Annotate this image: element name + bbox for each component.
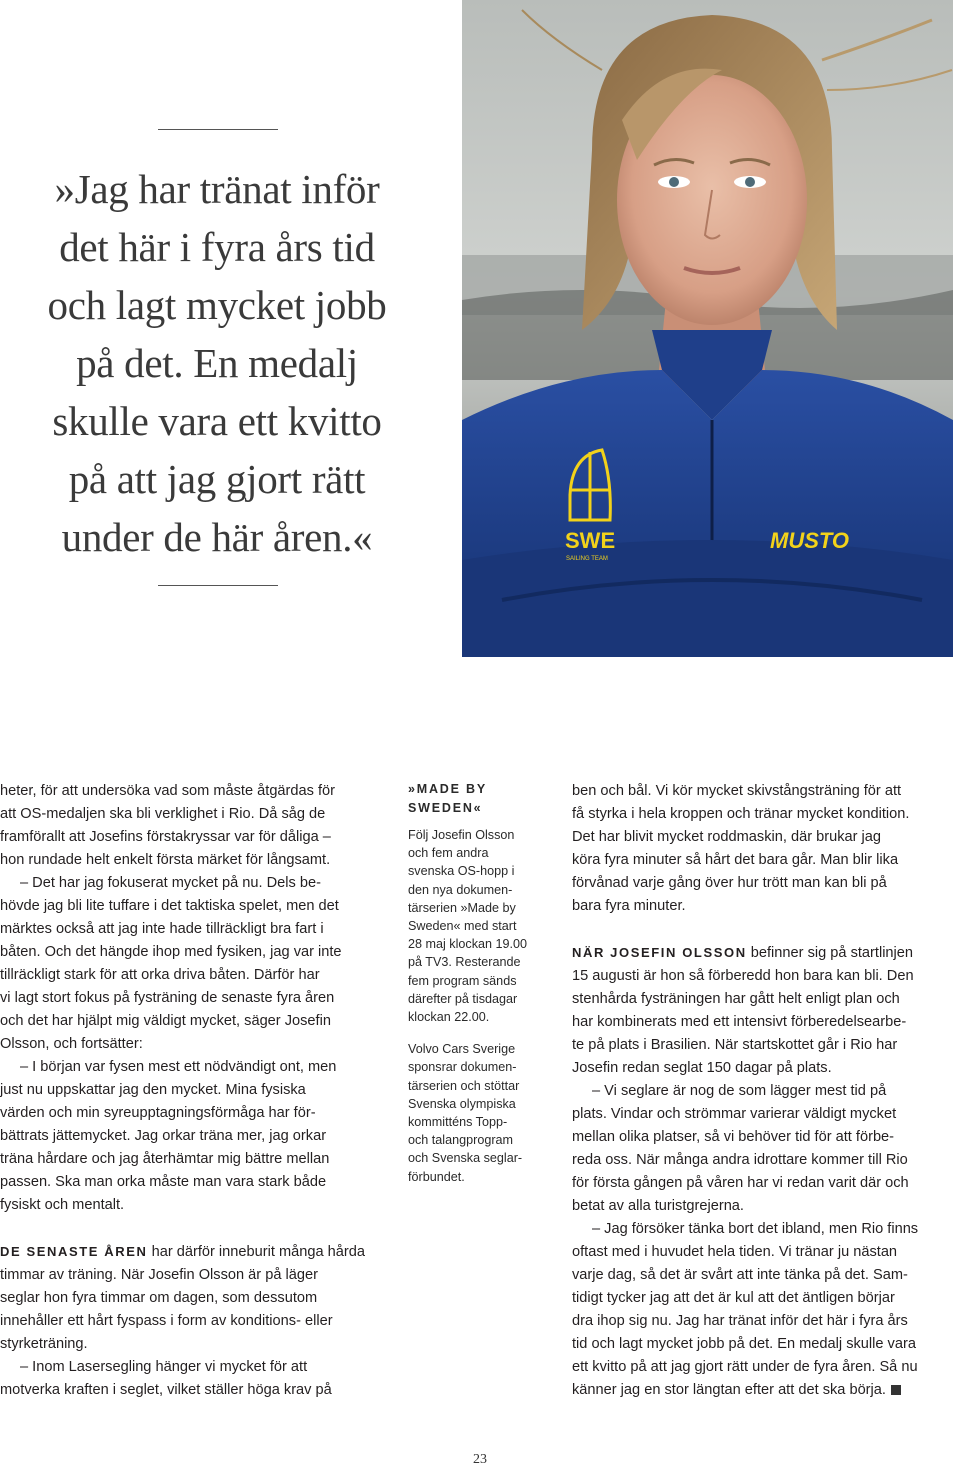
jacket-logo-subtext: SAILING TEAM [566, 556, 608, 562]
text-line: innehåller ett hårt fyspass i form av konditions- eller [0, 1313, 333, 1329]
sidebar-line: den nya dokumen- [408, 882, 513, 897]
pull-quote-line: det här i fyra års tid [59, 224, 375, 270]
text-line: förvånad varje gång över hur trött man kan bli på [572, 875, 887, 891]
text-line: för första gången på våren har vi redan varit där och [572, 1175, 909, 1191]
pull-quote-line: under de här åren.« [61, 514, 373, 560]
text-line: märktes också att jag inte hade tillräckligt bra fart i [0, 921, 324, 937]
pull-quote-line: på att jag gjort rätt [68, 456, 366, 502]
text-line: tid och lagt mycket jobb på det. En medalj skulle vara [572, 1336, 916, 1352]
text-line: bättrats jättemycket. Jag orkar träna mer, jag orkar [0, 1128, 327, 1144]
sidebar-line: därefter på tisdagar [408, 991, 518, 1006]
end-mark-square-icon [891, 1385, 901, 1395]
text-line: – Det har jag fokuserat mycket på nu. Dels be- [20, 875, 321, 891]
text-line: 15 augusti är hon så förberedd hon bara kan bli. Den [572, 968, 914, 984]
sidebar-line: Svenska olympiska [408, 1096, 516, 1111]
pull-quote-top-rule [158, 129, 278, 130]
sidebar-line: svenska OS-hopp i [408, 864, 515, 879]
sidebar-paragraph [408, 826, 558, 1026]
jacket-logo-text: SWE [565, 528, 616, 553]
text-line: stenhårda fysträningen har gått helt enligt plan och [572, 991, 900, 1007]
text-line: Det har blivit mycket roddmaskin, där brukar jag [572, 829, 882, 845]
section-lead-in: NÄR JOSEFIN OLSSON [572, 945, 747, 960]
text-line: hövde jag bli lite tuffare i det taktiska spelet, men det [0, 898, 339, 914]
text-line: framförallt att Josefins förstakryssar var för dåliga – [0, 829, 331, 845]
text-line: betat av alla turistgrejerna. [572, 1198, 744, 1214]
text-line: Olsson, och fortsätter: [0, 1036, 143, 1052]
section-first-line: har därför inneburit många hårda [147, 1244, 365, 1260]
text-line: fysiskt och mentalt. [0, 1197, 125, 1213]
text-line: passen. Ska man orka måste man vara stark både [0, 1174, 327, 1190]
sidebar-line: kommitténs Topp- [408, 1115, 508, 1130]
text-line: har kombinerats med ett intensivt förberedelsearbe- [572, 1014, 907, 1030]
section-lead-in: DE SENASTE ÅREN [0, 1244, 148, 1259]
jacket-brand-text: MUSTO [770, 528, 850, 553]
text-line: dra ihop sig nu. Jag har tränat inför det här i fyra års [572, 1313, 908, 1329]
text-line [572, 941, 957, 965]
text-line: oftast med i huvudet hela tiden. Vi tränar ju nästan [572, 1244, 898, 1260]
text-line: – I början var fysen mest ett nödvändigt ont, men [20, 1059, 337, 1075]
text-line: just nu uppskattar jag den mycket. Mina fysiska [0, 1082, 306, 1098]
text-line [0, 1240, 390, 1264]
text-line: Josefin redan seglat 150 dagar på plats. [572, 1060, 832, 1076]
text-line: – Inom Lasersegling hänger vi mycket för att [20, 1359, 308, 1375]
text-line: värden och min syreupptagningsförmåga har för- [0, 1105, 316, 1121]
text-line: att OS-medaljen ska bli verklighet i Rio. Då såg de [0, 806, 326, 822]
text-line: reda oss. När många andra idrottare kommer till Rio [572, 1152, 908, 1168]
text-line: seglar hon fyra timmar om dagen, som dessutom [0, 1290, 318, 1306]
text-line: – Vi seglare är nog de som lägger mest tid på [592, 1083, 887, 1099]
sidebar-box [408, 780, 558, 1186]
text-line: båten. Och det hängde ihop med fysiken, jag var inte [0, 944, 342, 960]
sidebar-line: tärserien och stöttar [408, 1078, 520, 1093]
pull-quote [8, 160, 426, 566]
text-line: tidigt tycker jag att det är kul att det äntligen börjar [572, 1290, 895, 1306]
text-line: plats. Vindar och strömmar varierar väldigt mycket [572, 1106, 897, 1122]
paragraph-gap [572, 918, 957, 941]
text-line [572, 1379, 957, 1402]
sidebar-line: tärserien »Made by [408, 900, 516, 915]
portrait-photo [462, 0, 953, 657]
text-line: få styrka i hela kroppen och tränar mycket kondition. [572, 806, 910, 822]
pull-quote-line: på det. En medalj [76, 340, 358, 386]
text-line: och det har hjälpt mig väldigt mycket, säger Josefin [0, 1013, 331, 1029]
text-line: ett kvitto på att jag gjort rätt under de fyra åren. Så nu [572, 1359, 918, 1375]
text-line: styrketräning. [0, 1336, 88, 1352]
sidebar-line: och fem andra [408, 846, 489, 861]
final-line-text: känner jag en stor längtan efter att det ska börja. [572, 1382, 886, 1398]
text-line: timmar av träning. När Josefin Olsson är på läger [0, 1267, 318, 1283]
text-line: hon rundade helt enkelt första märket för långsamt. [0, 852, 331, 868]
sidebar-line: fem program sänds [408, 973, 517, 988]
sidebar-line: Sweden« med start [408, 919, 517, 934]
text-line: vi lagt stort fokus på fysträning de senaste fyra åren [0, 990, 335, 1006]
section-first-line: befinner sig på startlinjen [746, 945, 914, 961]
sidebar-line: förbundet. [408, 1169, 465, 1184]
portrait-illustration [462, 0, 953, 657]
sidebar-line: sponsrar dokumen- [408, 1060, 517, 1075]
pull-quote-bottom-rule [158, 585, 278, 586]
text-line: mellan olika platser, så vi behöver tid för att förbe- [572, 1129, 895, 1145]
text-line: ben och bål. Vi kör mycket skivstångsträning för att [572, 783, 902, 799]
sidebar-line: 28 maj klockan 19.00 [408, 937, 528, 952]
text-line: varje dag, så det är svårt att inte tänka på det. Sam- [572, 1267, 908, 1283]
sidebar-line: och talangprogram [408, 1133, 514, 1148]
text-line: tillräckligt stark för att orka driva båten. Därför har [0, 967, 320, 983]
text-line: köra fyra minuter så hårt det bara går. Man blir lika [572, 852, 899, 868]
pull-quote-line: och lagt mycket jobb [47, 282, 387, 328]
pull-quote-line: skulle vara ett kvitto [52, 398, 382, 444]
pull-quote-line: »Jag har tränat inför [54, 166, 380, 212]
sidebar-heading [408, 780, 558, 818]
sidebar-line: Följ Josefin Olsson [408, 828, 515, 842]
text-line: – Jag försöker tänka bort det ibland, men Rio finns [592, 1221, 919, 1237]
text-line: motverka kraften i seglet, vilket ställer höga krav på [0, 1382, 332, 1398]
sidebar-line: och Svenska seglar- [408, 1151, 523, 1166]
sidebar-line: Volvo Cars Sverige [408, 1042, 516, 1057]
text-line: heter, för att undersöka vad som måste åtgärdas för [0, 783, 336, 799]
sidebar-line: på TV3. Resterande [408, 955, 521, 970]
page-number: 23 [473, 1452, 487, 1467]
article-column-3 [572, 780, 957, 1402]
article-column-1 [0, 780, 390, 1402]
text-line: bara fyra minuter. [572, 898, 686, 914]
text-line: te på plats i Brasilien. När startskottet går i Rio har [572, 1037, 898, 1053]
sidebar-heading-line: SWEDEN« [408, 801, 483, 815]
paragraph-gap [0, 1217, 390, 1240]
sidebar-heading-line: »MADE BY [408, 782, 487, 796]
sidebar-line: klockan 22.00. [408, 1010, 490, 1025]
sidebar-paragraph [408, 1040, 558, 1186]
text-line: träna hårdare och jag återhämtar mig bättre mellan [0, 1151, 330, 1167]
